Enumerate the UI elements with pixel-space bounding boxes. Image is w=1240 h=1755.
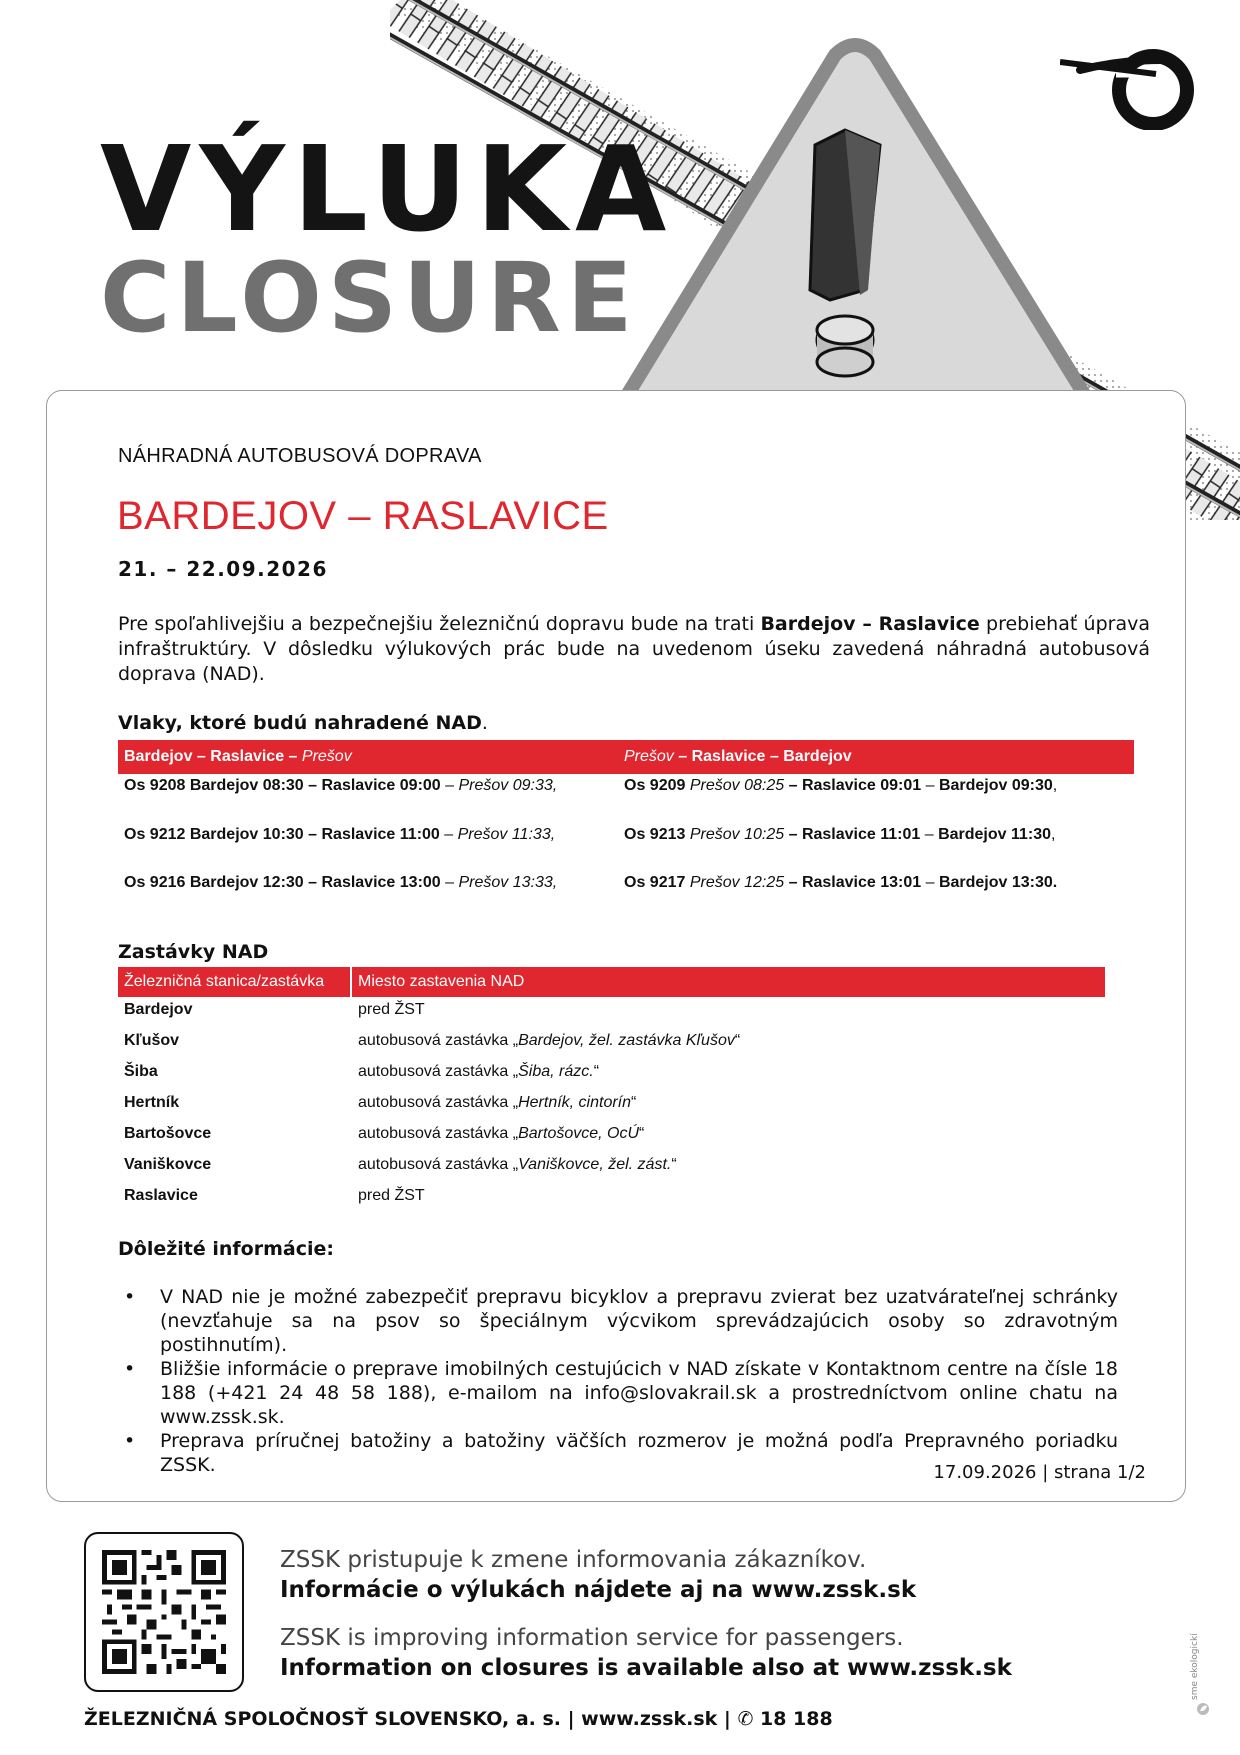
info-section-title: Dôležité informácie: (118, 1238, 334, 1260)
stop-row: Kľušov autobusová zastávka „Bardejov, žel. zastávka Kľušov“ (124, 1032, 741, 1049)
info-item: • V NAD nie je možné zabezpečiť prepravu bicyklov a prepravu zvierat bez uzatvárateľnej schránky (nevzťahuje sa na psov so špeciálnym výcvikom sprevádzajúcich osoby so zdravotným postihnutím). (124, 1286, 1118, 1356)
train-row: Os 9216 Bardejov 12:30 – Raslavice 13:00 – Prešov 13:33, (124, 874, 558, 891)
stop-row: Raslavice pred ŽST (124, 1187, 425, 1204)
eco-leaf-icon (1196, 1702, 1210, 1716)
direction-1-header: Bardejov – Raslavice – Prešov (124, 748, 352, 765)
train-row: Os 9217 Prešov 12:25 – Raslavice 13:01 – Bardejov 13:30. (624, 874, 1058, 891)
train-row: Os 9212 Bardejov 10:30 – Raslavice 11:00 – Prešov 11:33, (124, 826, 556, 843)
stop-row: Vaniškovce autobusová zastávka „Vaniškovce, žel. zást.“ (124, 1156, 677, 1173)
train-row: Os 9209 Prešov 08:25 – Raslavice 09:01 – Bardejov 09:30, (624, 777, 1058, 794)
train-row: Os 9208 Bardejov 08:30 – Raslavice 09:00 – Prešov 09:33, (124, 777, 558, 794)
stop-row: Bardejov pred ŽST (124, 1001, 425, 1018)
train-row: Os 9213 Prešov 10:25 – Raslavice 11:01 – Bardejov 11:30, (624, 826, 1056, 843)
route-title: BARDEJOV – RASLAVICE (117, 494, 609, 538)
eco-label: sme ekologickí (1190, 1633, 1200, 1700)
info-list (118, 1285, 1118, 1477)
closure-date: 21. – 22.09.2026 (118, 557, 328, 581)
col-place: Miesto zastavenia NAD (358, 973, 525, 990)
stop-row: Bartošovce autobusová zastávka „Bartošovce, OcÚ“ (124, 1125, 645, 1142)
intro-paragraph: Pre spoľahlivejšiu a bezpečnejšiu železničnú dopravu bude na trati Bardejov – Raslavice prebiehať úprava infraštruktúry. V dôsledku výlukových prác bude na uvedenom úseku zavedená náhradná autobusová doprava (NAD). (118, 613, 1150, 685)
footer-link-sk[interactable]: Informácie o výlukách nájdete aj na www.zssk.sk (280, 1577, 917, 1603)
qr-code-frame (84, 1532, 244, 1692)
intro-route: Bardejov – Raslavice (760, 613, 980, 635)
page-info: 17.09.2026 | strana 1/2 (933, 1462, 1146, 1483)
warning-triangle-icon (609, 45, 1103, 445)
zssk-logo (1060, 40, 1200, 130)
stops-table-header (118, 967, 1105, 997)
footer-info-en: ZSSK is improving information service for passengers. (280, 1625, 904, 1651)
trains-section-title: Vlaky, ktoré budú nahradené NAD. (118, 712, 488, 734)
col-station: Železničná stanica/zastávka (124, 973, 325, 990)
company-line: ŽELEZNIČNÁ SPOLOČNOSŤ SLOVENSKO, a. s. | www.zssk.sk | ✆ 18 188 (84, 1708, 833, 1730)
direction-2-header: Prešov – Raslavice – Bardejov (624, 748, 852, 765)
stops-section-title: Zastávky NAD (118, 941, 269, 963)
trains-table-header (118, 740, 1134, 774)
qr-code (102, 1550, 226, 1674)
notice-subheading: NÁHRADNÁ AUTOBUSOVÁ DOPRAVA (118, 445, 482, 467)
title-closure: CLOSURE (100, 242, 639, 354)
stop-row: Šiba autobusová zastávka „Šiba, rázc.“ (124, 1063, 600, 1080)
title-vyluka: VÝLUKA (100, 120, 675, 258)
info-item: • Bližšie informácie o preprave imobilných cestujúcich v NAD získate v Kontaktnom centre na čísle 18 188 (+421 24 48 58 188), e-mailom na info@slovakrail.sk a prostredníctvom online chatu na www.zssk.sk. (124, 1358, 1118, 1428)
footer-link-en[interactable]: Information on closures is available also at www.zssk.sk (280, 1655, 1012, 1681)
info-item: • Preprava príručnej batožiny a batožiny väčších rozmerov je možná podľa Prepravného poriadku ZSSK. (124, 1430, 1118, 1476)
footer-info-sk: ZSSK pristupuje k zmene informovania zákazníkov. (280, 1547, 867, 1573)
stop-row: Hertník autobusová zastávka „Hertník, cintorín“ (124, 1094, 637, 1111)
